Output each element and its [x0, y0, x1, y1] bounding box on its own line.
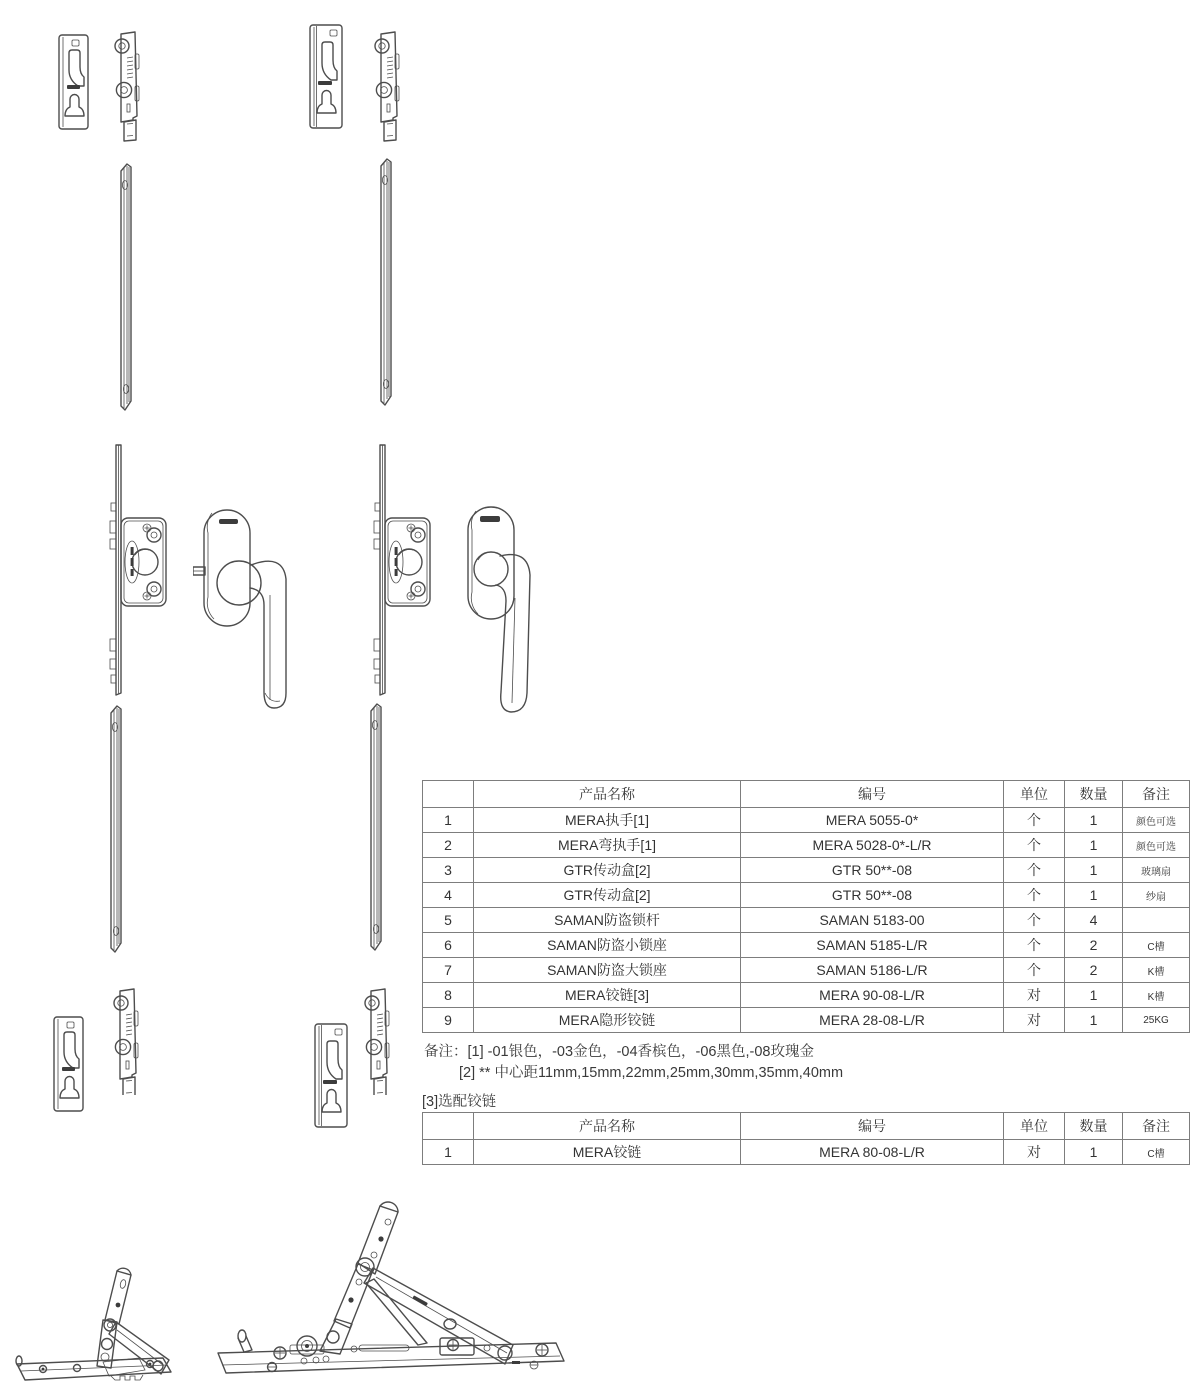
column-header [423, 781, 474, 808]
table-cell: 5 [423, 908, 474, 933]
column-header: 单位 [1004, 1113, 1065, 1140]
table-row [423, 1140, 1190, 1165]
table-cell: 对 [1004, 1140, 1065, 1165]
column-header: 数量 [1065, 781, 1123, 808]
table-cell: 1 [1065, 858, 1123, 883]
transmission-gearbox-drawing-2 [368, 443, 432, 698]
table-cell: SAMAN 5186-L/R [741, 958, 1004, 983]
table-cell: 2 [1065, 958, 1123, 983]
table-cell: MERA 90-08-L/R [741, 983, 1004, 1008]
table-cell: GTR传动盒[2] [474, 883, 741, 908]
table-cell: 个 [1004, 933, 1065, 958]
transmission-gearbox-drawing-1 [104, 443, 168, 698]
notes-label: 备注： [424, 1044, 468, 1060]
table-row [423, 858, 1190, 883]
table-cell: SAMAN防盗小锁座 [474, 933, 741, 958]
table-cell: 2 [1065, 933, 1123, 958]
table-cell: C槽 [1123, 1140, 1190, 1165]
table-cell: 3 [423, 858, 474, 883]
table-cell: 1 [1065, 808, 1123, 833]
column-header: 单位 [1004, 781, 1065, 808]
table-cell: MERA弯执手[1] [474, 833, 741, 858]
table-cell: MERA铰链 [474, 1140, 741, 1165]
lock-keeper-large-drawing-2 [308, 1022, 350, 1130]
table-cell: 25KG [1123, 1008, 1190, 1033]
lock-rod-drawing-2 [372, 157, 398, 407]
window-handle-straight-drawing [193, 503, 293, 715]
table-cell: 个 [1004, 883, 1065, 908]
lock-rod-drawing-4 [362, 702, 388, 954]
table-row [423, 833, 1190, 858]
notes-line-2: [2] ** 中心距11mm,15mm,22mm,25mm,30mm,35mm,40mm [459, 1065, 844, 1081]
table-cell: 4 [1065, 908, 1123, 933]
table-row [423, 808, 1190, 833]
lock-keeper-small-drawing-2 [50, 1015, 86, 1113]
table-row [423, 958, 1190, 983]
table-cell: 颜色可选 [1123, 833, 1190, 858]
table-cell: C槽 [1123, 933, 1190, 958]
table-cell: MERA 5055-0* [741, 808, 1004, 833]
table-cell: K槽 [1123, 958, 1190, 983]
lock-rod-keeper-drawing-4 [357, 985, 393, 1095]
lock-keeper-large-drawing-1 [303, 23, 345, 131]
table-cell: 个 [1004, 858, 1065, 883]
column-header: 产品名称 [474, 1113, 741, 1140]
optional-hinge-table [422, 1112, 1190, 1165]
column-header: 产品名称 [474, 781, 741, 808]
table-cell: MERA 28-08-L/R [741, 1008, 1004, 1033]
table-cell: 1 [423, 1140, 474, 1165]
table-row [423, 908, 1190, 933]
table-cell: MERA 80-08-L/R [741, 1140, 1004, 1165]
hinge-large-drawing [212, 1195, 572, 1395]
column-header: 备注 [1123, 1113, 1190, 1140]
window-handle-curved-drawing [460, 503, 552, 721]
lock-rod-keeper-drawing-3 [106, 985, 142, 1095]
table-cell: 1 [1065, 1140, 1123, 1165]
table-cell: 2 [423, 833, 474, 858]
table-cell: 4 [423, 883, 474, 908]
table-cell: GTR 50**-08 [741, 883, 1004, 908]
table-cell: GTR 50**-08 [741, 858, 1004, 883]
table-cell: 7 [423, 958, 474, 983]
lock-rod-keeper-drawing-1 [107, 28, 143, 143]
table-cell: 8 [423, 983, 474, 1008]
table-row [423, 983, 1190, 1008]
table-cell: 1 [1065, 883, 1123, 908]
table-cell: 1 [423, 808, 474, 833]
table-cell: SAMAN 5183-00 [741, 908, 1004, 933]
table-cell: MERA铰链[3] [474, 983, 741, 1008]
notes-line-1: 备注：[1] -01银色，-03金色，-04香槟色，-06黑色,-08玫瑰金 [424, 1044, 814, 1060]
column-header: 备注 [1123, 781, 1190, 808]
table-row [423, 933, 1190, 958]
table-cell: 玻璃扇 [1123, 858, 1190, 883]
table-cell: 6 [423, 933, 474, 958]
table-cell: MERA隐形铰链 [474, 1008, 741, 1033]
table-cell: GTR传动盒[2] [474, 858, 741, 883]
table-cell: 1 [1065, 983, 1123, 1008]
table-cell: MERA执手[1] [474, 808, 741, 833]
table-cell: 纱扇 [1123, 883, 1190, 908]
table-cell: 个 [1004, 833, 1065, 858]
column-header: 数量 [1065, 1113, 1123, 1140]
column-header [423, 1113, 474, 1140]
parts-table [422, 780, 1190, 1033]
table-cell: SAMAN 5185-L/R [741, 933, 1004, 958]
table-cell: SAMAN防盗锁杆 [474, 908, 741, 933]
column-header: 编号 [741, 781, 1004, 808]
optional-hinge-label: [3]选配铰链 [422, 1094, 497, 1110]
table-cell: 个 [1004, 958, 1065, 983]
table-cell: 1 [1065, 1008, 1123, 1033]
table-row [423, 1008, 1190, 1033]
table-cell: 1 [1065, 833, 1123, 858]
table-cell: SAMAN防盗大锁座 [474, 958, 741, 983]
table-cell: 个 [1004, 808, 1065, 833]
lock-rod-drawing-3 [102, 704, 128, 956]
table-cell: MERA 5028-0*-L/R [741, 833, 1004, 858]
table-cell: 颜色可选 [1123, 808, 1190, 833]
table-cell [1123, 908, 1190, 933]
lock-rod-keeper-drawing-2 [367, 28, 403, 143]
table-cell: 对 [1004, 1008, 1065, 1033]
hinge-small-drawing [15, 1258, 180, 1393]
table-cell: K槽 [1123, 983, 1190, 1008]
lock-keeper-small-drawing-1 [55, 33, 91, 131]
table-cell: 9 [423, 1008, 474, 1033]
lock-rod-drawing-1 [112, 162, 138, 412]
column-header: 编号 [741, 1113, 1004, 1140]
table-cell: 对 [1004, 983, 1065, 1008]
table-row [423, 883, 1190, 908]
table-cell: 个 [1004, 908, 1065, 933]
